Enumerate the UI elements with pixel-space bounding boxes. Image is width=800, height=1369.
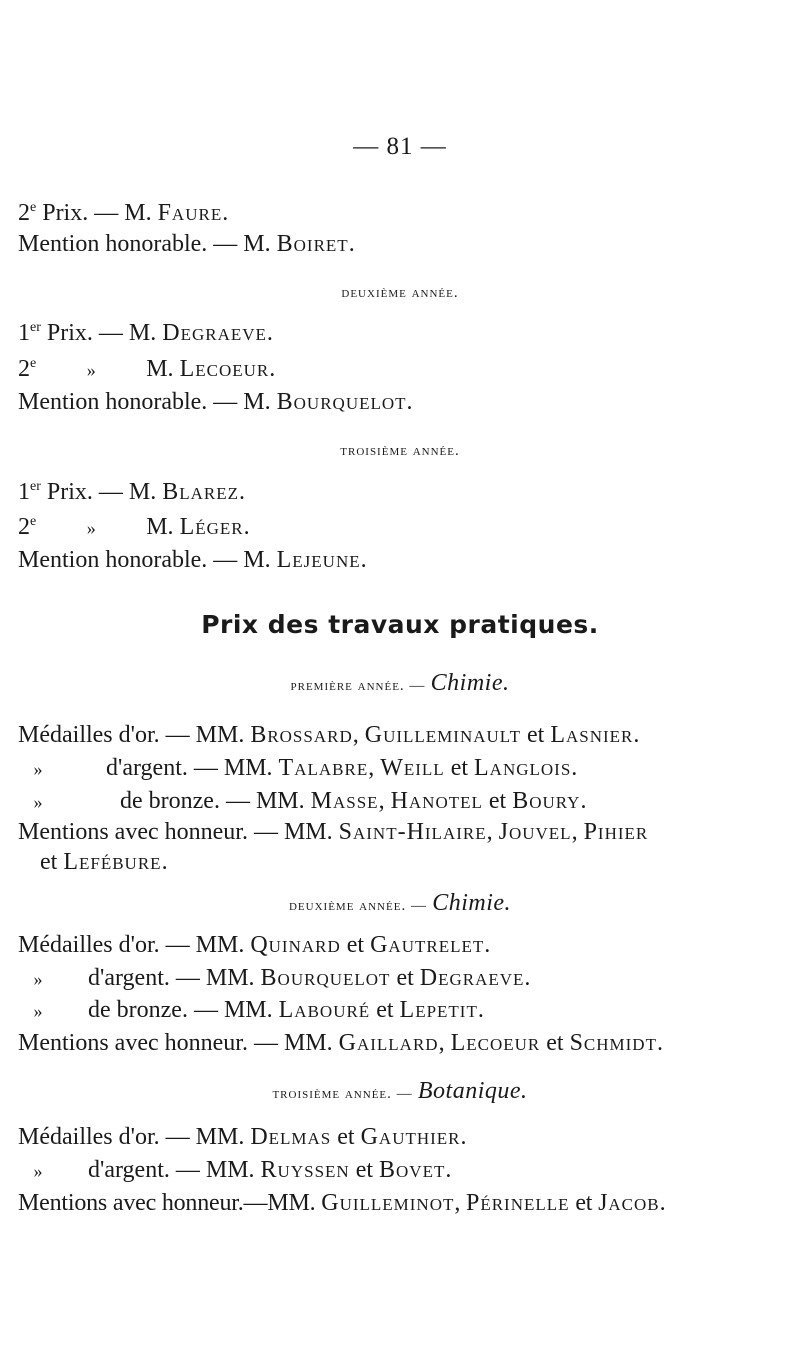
mention-line: Mentions avec honneur. — MM. Gaillard, Lecoeur et Schmidt. (18, 1030, 663, 1056)
prize-line: 2e » M. Léger. (18, 514, 250, 540)
medal-line: » de bronze. — MM. Masse, Hanotel et Boury. (33, 788, 587, 814)
mention-line: Mentions avec honneur.—MM. Guilleminot, Périnelle et Jacob. (18, 1190, 666, 1216)
medal-line: Médailles d'or. — MM. Quinard et Gautrelet. (18, 932, 491, 958)
year-heading: première année. — Chimie. (290, 670, 510, 696)
prize-line: 1er Prix. — M. Degraeve. (18, 320, 273, 346)
medal-line: » de bronze. — MM. Labouré et Lepetit. (33, 997, 484, 1023)
mention-line-continued: et Lefébure. (40, 849, 168, 875)
medal-line: Médailles d'or. — MM. Delmas et Gauthier. (18, 1124, 467, 1150)
medal-line: » d'argent. — MM. Ruyssen et Bovet. (33, 1157, 452, 1183)
medal-line: » d'argent. — MM. Talabre, Weill et Langlois. (33, 755, 578, 781)
page-number: — 81 — (353, 133, 447, 160)
medal-line: Médailles d'or. — MM. Brossard, Guilleminault et Lasnier. (18, 722, 640, 748)
prize-line: 1er Prix. — M. Blarez. (18, 479, 246, 505)
prize-line: 2e Prix. — M. Faure. (18, 200, 229, 226)
year-heading: troisième année. — Botanique. (272, 1078, 528, 1104)
honorable-mention-line: Mention honorable. — M. Boiret. (18, 231, 355, 257)
medal-line: » d'argent. — MM. Bourquelot et Degraeve. (33, 965, 531, 991)
year-heading: troisième année. (340, 443, 460, 459)
mention-line: Mentions avec honneur. — MM. Saint-Hilaire, Jouvel, Pihier (18, 819, 649, 845)
honorable-mention-line: Mention honorable. — M. Bourquelot. (18, 389, 413, 415)
year-heading: deuxième année. — Chimie. (288, 890, 512, 916)
prize-line: 2e » M. Lecoeur. (18, 356, 276, 382)
section-title: Prix des travaux pratiques. (201, 610, 599, 639)
year-heading: deuxième année. (341, 285, 459, 301)
honorable-mention-line: Mention honorable. — M. Lejeune. (18, 547, 367, 573)
